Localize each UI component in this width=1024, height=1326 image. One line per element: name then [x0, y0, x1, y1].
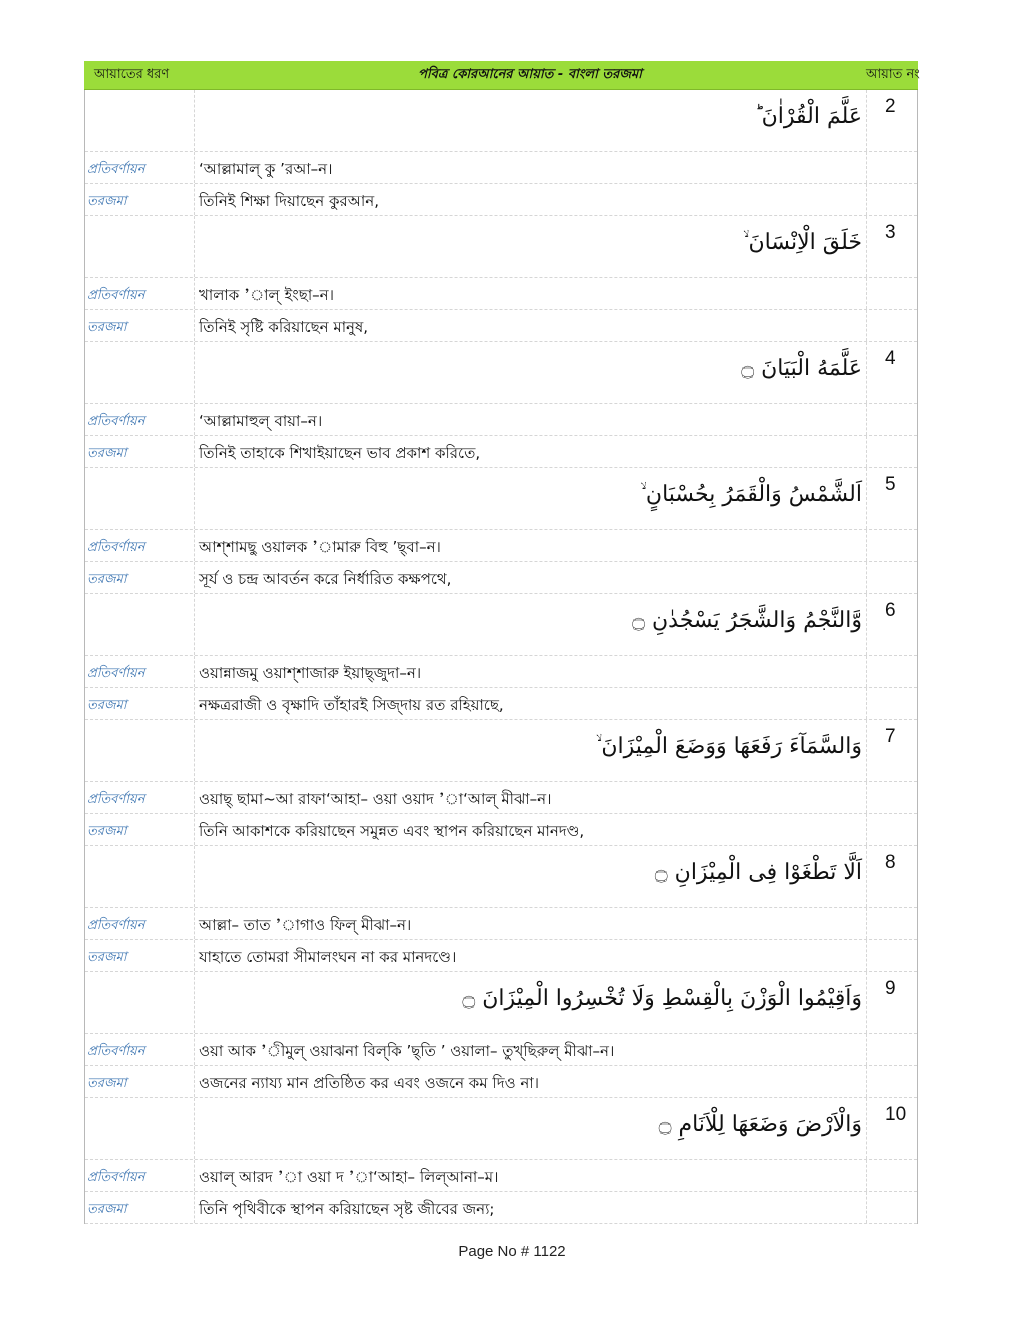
transliteration-label: প্রতিবর্ণায়ন	[85, 782, 195, 813]
verse-type-cell	[85, 972, 195, 1033]
verse-number: 3	[885, 222, 896, 243]
transliteration-row	[85, 530, 917, 562]
translation-row	[85, 940, 917, 972]
verse-type-cell	[85, 468, 195, 529]
translation-label: তরজমা	[85, 436, 195, 467]
arabic-verse-row	[85, 720, 917, 782]
empty-number-cell	[867, 1192, 919, 1223]
empty-number-cell	[867, 782, 919, 813]
verse-number: 6	[885, 600, 896, 621]
verse-number: 9	[885, 978, 896, 999]
empty-number-cell	[867, 530, 919, 561]
empty-number-cell	[867, 940, 919, 971]
transliteration-label: প্রতিবর্ণায়ন	[85, 1034, 195, 1065]
verse-table-page	[84, 61, 918, 1224]
translation-text: নক্ষত্ররাজী ও বৃক্ষাদি তাঁহারই সিজ্‌দায় রত রহিয়াছে,	[195, 688, 867, 719]
arabic-verse-text: اَلَّا تَطْغَوْا فِی الْمِیْزَانِ ۝	[195, 846, 867, 907]
translation-label: তরজমা	[85, 688, 195, 719]
transliteration-text: ‘আল্লামাহুল্ বায়া–ন।	[195, 404, 867, 435]
translation-row	[85, 184, 917, 216]
empty-number-cell	[867, 1160, 919, 1191]
verse-type-cell	[85, 720, 195, 781]
header-verse-type: আয়াতের ধরণ	[94, 66, 170, 82]
arabic-verse-text: عَلَّمَ الْقُرْاٰنَ ؕ	[195, 90, 867, 151]
transliteration-row	[85, 152, 917, 184]
transliteration-text: খালাক ’াল্ ইংছা–ন।	[195, 278, 867, 309]
transliteration-label: প্রতিবর্ণায়ন	[85, 278, 195, 309]
transliteration-text: ‘আল্লামাল্ কু ’রআ–ন।	[195, 152, 867, 183]
empty-number-cell	[867, 152, 919, 183]
transliteration-row	[85, 656, 917, 688]
translation-label: তরজমা	[85, 814, 195, 845]
verse-type-cell	[85, 594, 195, 655]
translation-row	[85, 562, 917, 594]
transliteration-row	[85, 278, 917, 310]
arabic-verse-text: وَالْاَرْضَ وَضَعَهَا لِلْاَنَامِ ۝	[195, 1098, 867, 1159]
translation-label: তরজমা	[85, 562, 195, 593]
transliteration-row	[85, 908, 917, 940]
translation-text: যাহাতে তোমরা সীমালংঘন না কর মানদণ্ডে।	[195, 940, 867, 971]
arabic-verse-row	[85, 342, 917, 404]
transliteration-row	[85, 782, 917, 814]
arabic-verse-text: اَلشَّمْسُ وَالْقَمَرُ بِحُسْبَانٍ ۙ	[195, 468, 867, 529]
arabic-verse-row	[85, 594, 917, 656]
transliteration-label: প্রতিবর্ণায়ন	[85, 1160, 195, 1191]
verse-type-cell	[85, 846, 195, 907]
translation-label: তরজমা	[85, 184, 195, 215]
transliteration-row	[85, 1034, 917, 1066]
verse-number: 2	[885, 96, 896, 117]
translation-text: তিনিই সৃষ্টি করিয়াছেন মানুষ,	[195, 310, 867, 341]
transliteration-text: ওয়াছ্ ছামা~আ রাফা‘আহা– ওয়া ওয়াদ ’া‘আল্ মীঝা–ন।	[195, 782, 867, 813]
translation-text: ওজনের ন্যায্য মান প্রতিষ্ঠিত কর এবং ওজনে কম দিও না।	[195, 1066, 867, 1097]
transliteration-label: প্রতিবর্ণায়ন	[85, 908, 195, 939]
empty-number-cell	[867, 562, 919, 593]
translation-row	[85, 688, 917, 720]
transliteration-label: প্রতিবর্ণায়ন	[85, 656, 195, 687]
empty-number-cell	[867, 404, 919, 435]
arabic-verse-row	[85, 216, 917, 278]
verse-number: 10	[885, 1104, 907, 1125]
empty-number-cell	[867, 688, 919, 719]
transliteration-text: ওয়াল্ আরদ ’া ওয়া দ ’া‘আহা– লিল্‌আনা–ম।	[195, 1160, 867, 1191]
arabic-verse-row	[85, 972, 917, 1034]
transliteration-row	[85, 404, 917, 436]
verse-type-cell	[85, 216, 195, 277]
arabic-verse-text: عَلَّمَهُ الْبَیَانَ ۝	[195, 342, 867, 403]
translation-text: তিনি পৃথিবীকে স্থাপন করিয়াছেন সৃষ্ট জীবের জন্য;	[195, 1192, 867, 1223]
translation-label: তরজমা	[85, 1192, 195, 1223]
translation-label: তরজমা	[85, 1066, 195, 1097]
table-header	[84, 61, 918, 90]
empty-number-cell	[867, 436, 919, 467]
empty-number-cell	[867, 310, 919, 341]
header-title: পবিত্র কোরআনের আয়াত - বাংলা তরজমা	[418, 66, 642, 82]
transliteration-label: প্রতিবর্ণায়ন	[85, 404, 195, 435]
transliteration-text: ওয়া আক ’ীমুল্ ওয়াঝনা বিল্‌কি ’ছ্‌তি ’ ওয়ালা– তুখ্‌ছিরুল্ মীঝা–ন।	[195, 1034, 867, 1065]
transliteration-text: ওয়ান্নাজমু ওয়াশ্‌শাজারু ইয়াছ্‌জুদা–ন।	[195, 656, 867, 687]
translation-label: তরজমা	[85, 940, 195, 971]
empty-number-cell	[867, 184, 919, 215]
transliteration-text: আল্লা– তাত ’াগাও ফিল্ মীঝা–ন।	[195, 908, 867, 939]
arabic-verse-row	[85, 846, 917, 908]
translation-row	[85, 310, 917, 342]
arabic-verse-text: وَاَقِیْمُوا الْوَزْنَ بِالْقِسْطِ وَلَا تُخْسِرُوا الْمِیْزَانَ ۝	[195, 972, 867, 1033]
verse-number: 8	[885, 852, 896, 873]
translation-row	[85, 1066, 917, 1098]
translation-row	[85, 1192, 917, 1224]
transliteration-text: আশ্‌শামছু ওয়ালক ’ামারু বিহু ’ছ্‌বা–ন।	[195, 530, 867, 561]
transliteration-row	[85, 1160, 917, 1192]
header-verse-number: আয়াত নং	[866, 66, 920, 82]
arabic-verse-text: وَالسَّمَآءَ رَفَعَهَا وَوَضَعَ الْمِیْزَانَ ۙ	[195, 720, 867, 781]
arabic-verse-row	[85, 1098, 917, 1160]
arabic-verse-row	[85, 468, 917, 530]
translation-text: তিনিই তাহাকে শিখাইয়াছেন ভাব প্রকাশ করিতে,	[195, 436, 867, 467]
translation-row	[85, 814, 917, 846]
verse-number: 4	[885, 348, 896, 369]
empty-number-cell	[867, 908, 919, 939]
arabic-verse-text: خَلَقَ الْاِنْسَانَ ۙ	[195, 216, 867, 277]
translation-label: তরজমা	[85, 310, 195, 341]
page-number: Page No # 1122	[458, 1243, 566, 1260]
verse-type-cell	[85, 1098, 195, 1159]
translation-text: তিনিই শিক্ষা দিয়াছেন কুরআন,	[195, 184, 867, 215]
empty-number-cell	[867, 656, 919, 687]
translation-text: তিনি আকাশকে করিয়াছেন সমুন্নত এবং স্থাপন করিয়াছেন মানদণ্ড,	[195, 814, 867, 845]
empty-number-cell	[867, 1066, 919, 1097]
empty-number-cell	[867, 1034, 919, 1065]
verse-number: 7	[885, 726, 896, 747]
verse-number: 5	[885, 474, 896, 495]
translation-text: সূর্য ও চন্দ্র আবর্তন করে নির্ধারিত কক্ষপথে,	[195, 562, 867, 593]
transliteration-label: প্রতিবর্ণায়ন	[85, 530, 195, 561]
translation-row	[85, 436, 917, 468]
verse-table	[84, 90, 918, 1224]
empty-number-cell	[867, 278, 919, 309]
empty-number-cell	[867, 814, 919, 845]
verse-type-cell	[85, 90, 195, 151]
arabic-verse-row	[85, 90, 917, 152]
verse-type-cell	[85, 342, 195, 403]
arabic-verse-text: وَّالنَّجْمُ وَالشَّجَرُ یَسْجُدٰنِ ۝	[195, 594, 867, 655]
transliteration-label: প্রতিবর্ণায়ন	[85, 152, 195, 183]
